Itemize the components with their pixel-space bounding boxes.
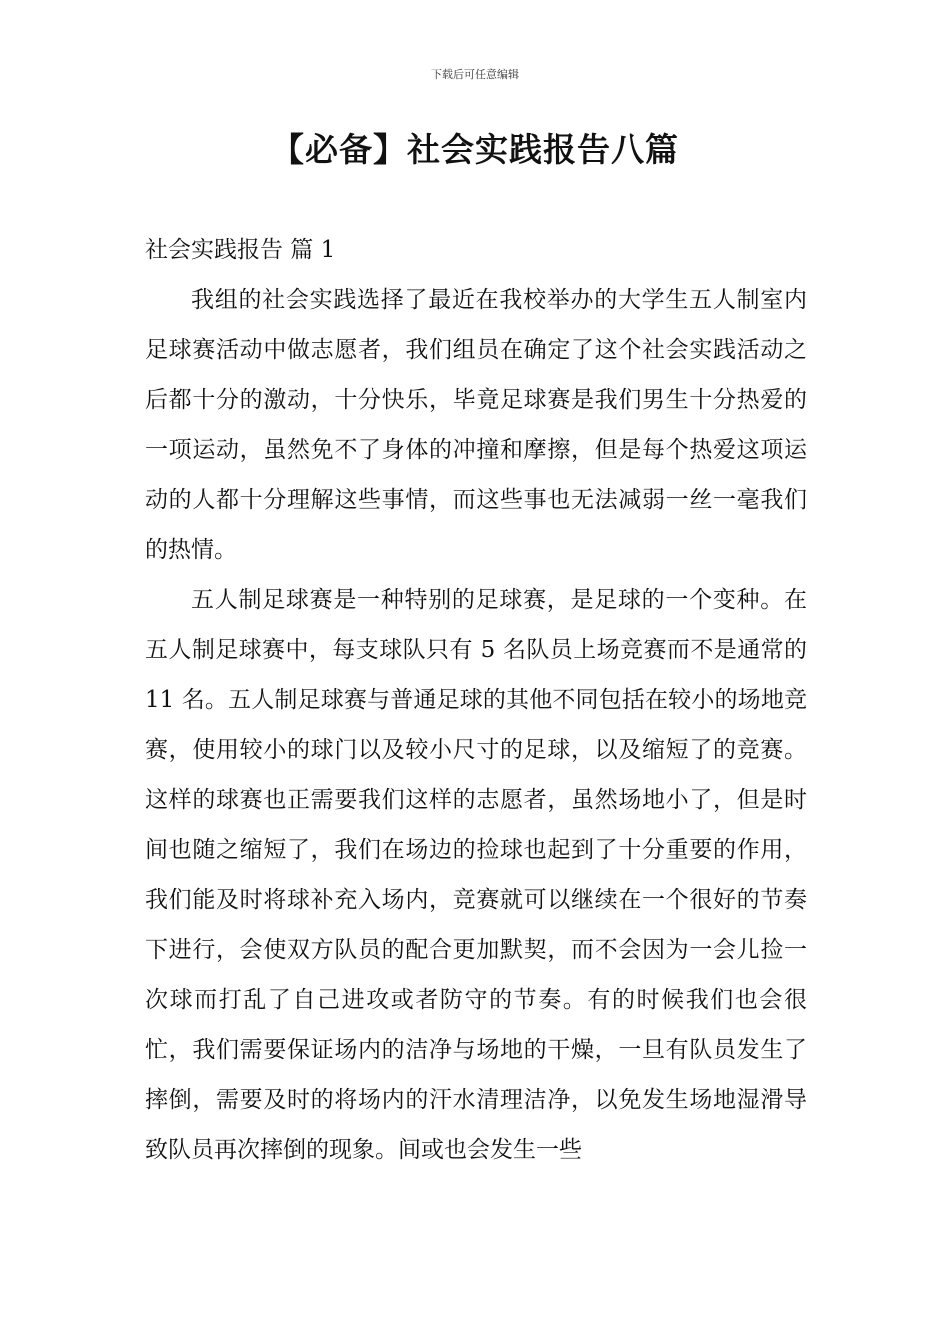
header-note: 下载后可任意编辑	[431, 68, 519, 81]
document-body	[145, 225, 807, 1175]
paragraph: 五人制足球赛是一种特别的足球赛，是足球的一个变种。在五人制足球赛中，每支球队只有 5 名队员上场竞赛而不是通常的 11 名。五人制足球赛与普通足球的其他不同包括在较小的场地竞赛，使用较小的球门以及较小尺寸的足球，以及缩短了的竞赛。这样的球赛也正需要我们这样的志愿者，虽然场地小了，但是时间也随之缩短了，我们在场边的捡球也起到了十分重要的作用，我们能及时将球补充入场内，竞赛就可以继续在一个很好的节奏下进行，会使双方队员的配合更加默契，而不会因为一会儿捡一次球而打乱了自己进攻或者防守的节奏。有的时候我们也会很忙，我们需要保证场内的洁净与场地的干燥，一旦有队员发生了摔倒，需要及时的将场内的汗水清理洁净，以免发生场地湿滑导致队员再次摔倒的现象。间或也会发生一些	[145, 587, 807, 1163]
section-heading: 社会实践报告 篇 1	[145, 237, 336, 263]
paragraph: 我组的社会实践选择了最近在我校举办的大学生五人制室内足球赛活动中做志愿者，我们组员在确定了这个社会实践活动之后都十分的激动，十分快乐，毕竟足球赛是我们男生十分热爱的一项运动，虽然免不了身体的冲撞和摩擦，但是每个热爱这项运动的人都十分理解这些事情，而这些事也无法减弱一丝一毫我们的热情。	[145, 287, 807, 563]
document-title: 【必备】社会实践报告八篇	[271, 130, 679, 169]
